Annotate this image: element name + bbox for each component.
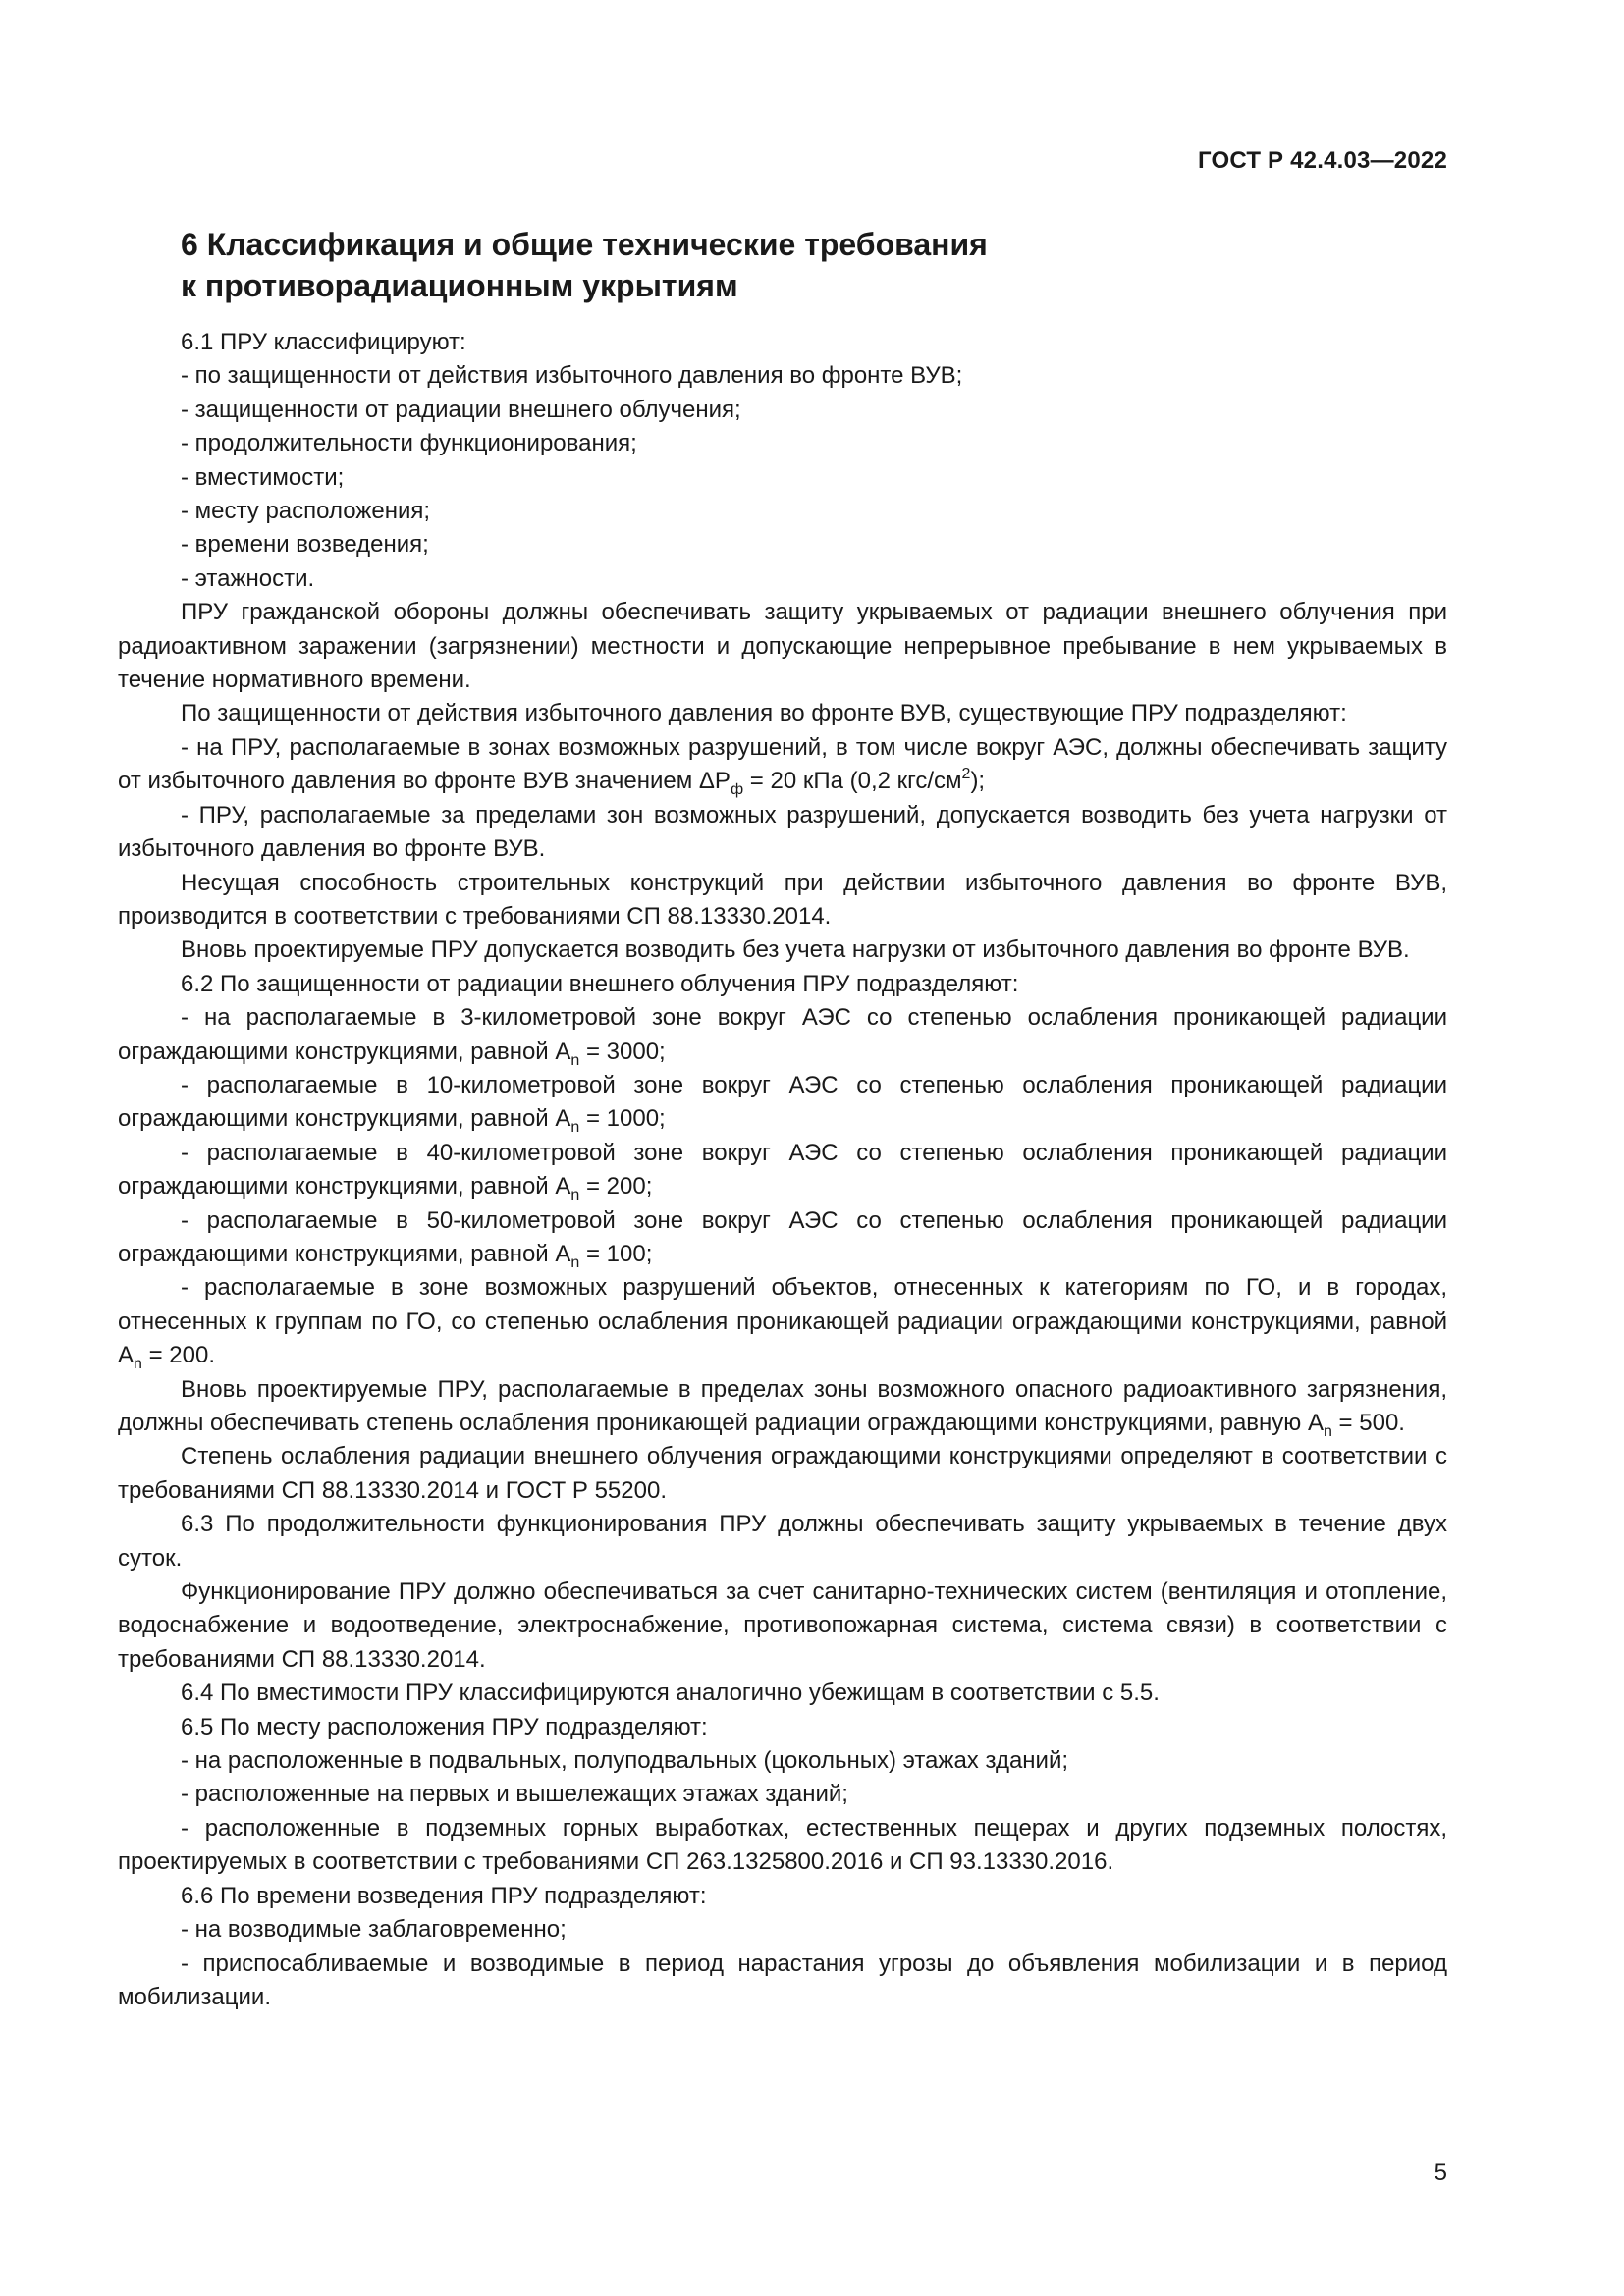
list-item: - продолжительности функционирования; [181, 430, 637, 457]
paragraph: Вновь проектируемые ПРУ допускается возводить без учета нагрузки от избыточного давления во фронте ВУВ. [181, 936, 1410, 964]
list-item: - приспосабливаемые и возводимые в период нарастания угрозы до объявления мобилизации и в период мобилизации. [118, 1949, 1447, 2010]
list-item: - на ПРУ, располагаемые в зонах возможных разрушений, в том числе вокруг АЭС, должны обеспечивать защиту от избыточного давления во фронте ВУВ значением $\Delta P_ф = 20$ кПа (0,2 кгс/$см^2$); [118, 733, 1447, 799]
section-heading-line-2: к противорадиационным укрытиям [181, 268, 738, 303]
list-item: - располагаемые в 50-километровой зоне вокруг АЭС со степенью ослабления проникающей радиации ограждающими конструкциями, равной $A_n = 100$; [118, 1206, 1447, 1271]
clause-6-6-intro: 6.6 По времени возведения ПРУ подразделяют: [181, 1882, 707, 1909]
clause-6-4: 6.4 По вместимости ПРУ классифицируются аналогично убежищам в соответствии с 5.5. [181, 1680, 1160, 1707]
list-item: - по защищенности от действия избыточного давления во фронте ВУВ; [181, 362, 963, 390]
body-text [118, 326, 1447, 2014]
list-item: - располагаемые в зоне возможных разрушений объектов, отнесенных к категориям по ГО, и в городах, отнесенных к группам по ГО, со степенью ослабления проникающей радиации ограждающими конструкциями, равной $A_n = 200$. [118, 1274, 1447, 1373]
list-item: - располагаемые в 10-километровой зоне вокруг АЭС со степенью ослабления проникающей радиации ограждающими конструкциями, равной $A_n = 1000$; [118, 1071, 1447, 1137]
list-item: - расположенные на первых и вышележащих этажах зданий; [181, 1781, 848, 1808]
list-item: - вместимости; [181, 463, 345, 491]
clause-6-3: 6.3 По продолжительности функционирования ПРУ должны обеспечивать защиту укрываемых в течение двух суток. [118, 1511, 1447, 1572]
list-item: - защищенности от радиации внешнего облучения; [181, 396, 741, 423]
clause-6-2-intro: 6.2 По защищенности от радиации внешнего облучения ПРУ подразделяют: [181, 970, 1019, 997]
page-number: 5 [1434, 2160, 1447, 2186]
list-item: - этажности. [181, 564, 315, 592]
paragraph: Несущая способность строительных конструкций при действии избыточного давления во фронте ВУВ, производится в соответствии с требованиями СП 88.13330.2014. [118, 869, 1447, 930]
list-item: - ПРУ, располагаемые за пределами зон возможных разрушений, допускается возводить без учета нагрузки от избыточного давления во фронте ВУВ. [118, 801, 1447, 863]
section-heading [181, 224, 1261, 306]
paragraph: По защищенности от действия избыточного давления во фронте ВУВ, существующие ПРУ подразделяют: [181, 700, 1347, 727]
list-item: - на располагаемые в 3-километровой зоне вокруг АЭС со степенью ослабления проникающей радиации ограждающими конструкциями, равной $A_n = 3000$; [118, 1004, 1447, 1069]
standard-designation: ГОСТ Р 42.4.03—2022 [1198, 147, 1447, 174]
list-item: - на возводимые заблаговременно; [181, 1916, 567, 1944]
list-item: - располагаемые в 40-километровой зоне вокруг АЭС со степенью ослабления проникающей радиации ограждающими конструкциями, равной $A_n = 200$; [118, 1139, 1447, 1204]
list-item: - расположенные в подземных горных выработках, естественных пещерах и других подземных полостях, проектируемых в соответствии с требованиями СП 263.1325800.2016 и СП 93.13330.2016. [118, 1814, 1447, 1876]
section-heading-line-1: 6 Классификация и общие технические требования [181, 227, 988, 262]
clause-6-1-intro: 6.1 ПРУ классифицируют: [181, 329, 466, 355]
clause-6-5-intro: 6.5 По месту расположения ПРУ подразделяют: [181, 1713, 708, 1740]
list-item: - месту расположения; [181, 498, 431, 525]
list-item: - времени возведения; [181, 531, 429, 559]
paragraph: ПРУ гражданской обороны должны обеспечивать защиту укрываемых от радиации внешнего облучения при радиоактивном заражении (загрязнении) местности и допускающие непрерывное пребывание в нем укрываемых в течение нормативного времени. [118, 599, 1447, 694]
paragraph: Степень ослабления радиации внешнего облучения ограждающими конструкциями определяют в соответствии с требованиями СП 88.13330.2014 и ГОСТ Р 55200. [118, 1443, 1447, 1504]
list-item: - на расположенные в подвальных, полуподвальных (цокольных) этажах зданий; [181, 1747, 1069, 1775]
paragraph: Вновь проектируемые ПРУ, располагаемые в пределах зоны возможного опасного радиоактивного загрязнения, должны обеспечивать степень ослабления проникающей радиации ограждающими конструкциями, равную $A_n = 500$. [118, 1375, 1447, 1440]
paragraph: Функционирование ПРУ должно обеспечиваться за счет санитарно-технических систем (вентиляция и отопление, водоснабжение и водоотведение, электроснабжение, противопожарная система, система связи) в соответствии с требованиями СП 88.13330.2014. [118, 1578, 1447, 1673]
